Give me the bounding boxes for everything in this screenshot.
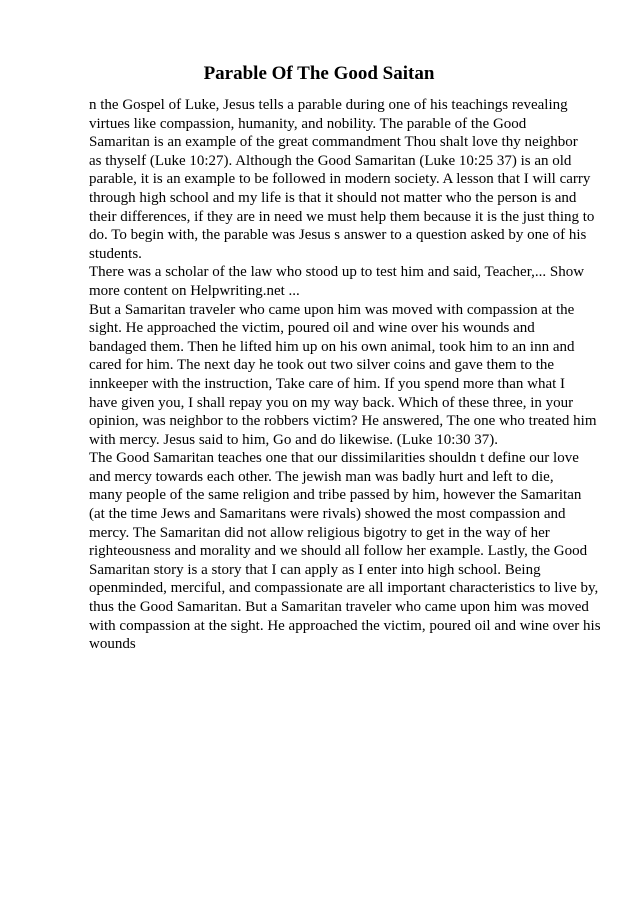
- document-body: [89, 96, 609, 654]
- body-line: and mercy towards each other. The jewish man was badly hurt and left to die,: [89, 468, 554, 485]
- body-line: mercy. The Samaritan did not allow religious bigotry to get in the way of her: [89, 524, 550, 541]
- body-line: through high school and my life is that it should not matter who the person is and: [89, 189, 577, 206]
- body-line: cared for him. The next day he took out two silver coins and gave them to the: [89, 357, 555, 374]
- body-line: Samaritan story is a story that I can apply as I enter into high school. Being: [89, 561, 541, 578]
- body-line: thus the Good Samaritan. But a Samaritan traveler who came upon him was moved: [89, 599, 589, 616]
- body-line: bandaged them. Then he lifted him up on his own animal, took him to an inn and: [89, 338, 575, 355]
- body-line: sight. He approached the victim, poured oil and wine over his wounds and: [89, 320, 535, 337]
- body-line: more content on Helpwriting.net ...: [89, 282, 300, 299]
- body-line: do. To begin with, the parable was Jesus s answer to a question asked by one of his: [89, 227, 587, 244]
- body-line: innkeeper with the instruction, Take care of him. If you spend more than what I: [89, 375, 566, 392]
- body-line: n the Gospel of Luke, Jesus tells a parable during one of his teachings revealing: [89, 97, 568, 113]
- body-line: their differences, if they are in need we must help them because it is the just thing to: [89, 208, 595, 225]
- document-title: Parable Of The Good Saitan: [203, 63, 435, 84]
- body-line: many people of the same religion and tribe passed by him, however the Samaritan: [89, 487, 582, 504]
- body-line: wounds: [89, 636, 136, 653]
- body-line: have given you, I shall repay you on my way back. Which of these three, in your: [89, 394, 574, 411]
- body-line: virtues like compassion, humanity, and nobility. The parable of the Good: [89, 115, 527, 132]
- body-line: openminded, merciful, and compassionate are all important characteristics to live by,: [89, 580, 599, 597]
- body-line: righteousness and morality and we should all follow her example. Lastly, the Good: [89, 543, 588, 560]
- body-line: students.: [89, 245, 142, 262]
- body-line: (at the time Jews and Samaritans were rivals) showed the most compassion and: [89, 506, 566, 523]
- body-line: with compassion at the sight. He approached the victim, poured oil and wine over his: [89, 617, 601, 634]
- body-line: There was a scholar of the law who stood up to test him and said, Teacher,... Show: [89, 264, 585, 281]
- body-line: as thyself (Luke 10:27). Although the Good Samaritan (Luke 10:25 37) is an old: [89, 152, 572, 169]
- body-line: The Good Samaritan teaches one that our dissimilarities shouldn t define our love: [89, 450, 579, 467]
- body-line: But a Samaritan traveler who came upon him was moved with compassion at the: [89, 301, 575, 318]
- body-line: Samaritan is an example of the great commandment Thou shalt love thy neighbor: [89, 134, 578, 151]
- body-line: parable, it is an example to be followed in modern society. A lesson that I will carry: [89, 171, 591, 188]
- body-line: opinion, was neighbor to the robbers victim? He answered, The one who treated him: [89, 413, 597, 430]
- body-line: with mercy. Jesus said to him, Go and do likewise. (Luke 10:30 37).: [89, 431, 498, 448]
